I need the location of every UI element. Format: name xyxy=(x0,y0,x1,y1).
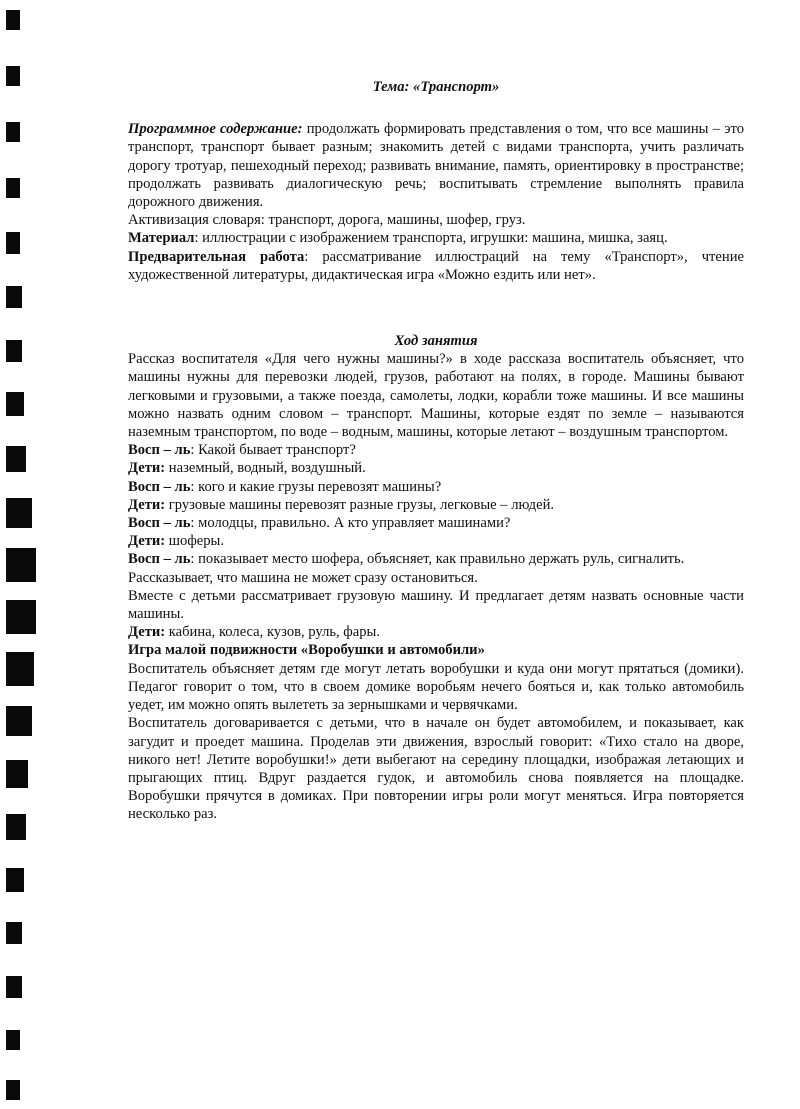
material-paragraph xyxy=(128,229,744,247)
story-paragraph: Рассказ воспитателя «Для чего нужны машины?» в ходе рассказа воспитатель объясняет, что машины нужны для перевозки людей, грузов, работают на полях, в городе. Машины бывают легковыми и грузовыми, а также поезда, самолеты, лодки, корабли тоже машины. И все машины можно назвать одним словом – транспорт. Машины, которые ездят по земле – называются наземным транспортом, по воде – водным, машины, которые летают – воздушным транспортом. xyxy=(128,351,744,441)
preparation-paragraph xyxy=(128,248,744,284)
binding-mark xyxy=(6,10,20,30)
dialogue-line xyxy=(128,478,744,496)
dialogue-text: : кого и какие грузы перевозят машины? xyxy=(190,478,442,495)
binding-mark xyxy=(6,498,32,528)
binding-mark xyxy=(6,66,20,86)
dialogue-line xyxy=(128,550,744,568)
speaker-label: Восп – ль xyxy=(128,442,191,459)
binding-mark xyxy=(6,340,22,362)
speaker-label: Дети: xyxy=(128,460,166,477)
speaker-label: Восп – ль xyxy=(128,478,191,495)
dialogue-line xyxy=(128,459,744,477)
binding-mark xyxy=(6,122,20,142)
binding-mark xyxy=(6,600,36,634)
binding-mark xyxy=(6,232,20,254)
material-text: : иллюстрации с изображением транспорта, игрушки: машина, мишка, заяц. xyxy=(194,230,668,247)
vocabulary-paragraph: Активизация словаря: транспорт, дорога, машины, шофер, груз. xyxy=(128,212,526,229)
binding-mark xyxy=(6,286,22,308)
document-title: Тема: «Транспорт» xyxy=(372,79,500,95)
binding-mark xyxy=(6,976,22,998)
binding-mark xyxy=(6,1080,20,1100)
document-page xyxy=(128,78,744,824)
dialogue-line xyxy=(128,441,744,459)
dialogue-text: : молодцы, правильно. А кто управляет машинами? xyxy=(190,515,511,532)
program-content-label: Программное содержание: xyxy=(128,121,303,138)
game-paragraph: Воспитатель объясняет детям где могут летать воробушки и куда они могут прятаться (домики). Педагог говорит о том, что в своем домике воробьям нечего бояться и, как только автомобиль уедет, им можно опять вылететь за зернышками и червячками. xyxy=(128,660,744,714)
kids-answer-paragraph xyxy=(128,623,744,641)
binding-mark xyxy=(6,922,22,944)
preparation-text: : рассматривание иллюстраций на тему «Транспорт», чтение художественной литературы, дидактическая игра «Можно ездить или нет». xyxy=(128,248,744,283)
dialogue-text: : Какой бывает транспорт? xyxy=(190,442,356,459)
preparation-label: Предварительная работа xyxy=(128,248,305,265)
binding-mark xyxy=(6,652,34,686)
speaker-label: Дети: xyxy=(128,624,166,641)
lesson-title: Ход занятия xyxy=(394,333,478,350)
binding-mark xyxy=(6,1030,20,1050)
binding-mark xyxy=(6,760,28,788)
speaker-label: Дети: xyxy=(128,496,166,513)
speaker-label: Дети: xyxy=(128,533,166,550)
explanation-paragraph: Рассказывает, что машина не может сразу остановиться. xyxy=(128,569,478,586)
dialogue-line xyxy=(128,496,744,514)
game-paragraph: Воспитатель договаривается с детьми, что в начале он будет автомобилем, и показывает, как загудит и проедет машина. Проделав эти движения, взрослый говорит: «Тихо стало на дворе, никого нет! Летите воробушки!» дети выбегают на середину площадки, изображая летающих и прыгающих птиц. Вдруг раздается гудок, и автомобиль снова появляется на площадке. Воробушки прячутся в домиках. При повторении игры роли могут меняться. Игра повторяется несколько раз. xyxy=(128,715,744,823)
binding-mark xyxy=(6,392,24,416)
program-content-paragraph xyxy=(128,120,744,211)
binding-mark xyxy=(6,868,24,892)
kids-answer-text: кабина, колеса, кузов, руль, фары. xyxy=(165,624,380,641)
binding-mark xyxy=(6,814,26,840)
dialogue-text: : показывает место шофера, объясняет, как правильно держать руль, сигналить. xyxy=(190,551,685,568)
binding-hole-marks xyxy=(0,0,40,1109)
speaker-label: Восп – ль xyxy=(128,515,191,532)
program-content-text: продолжать формировать представления о том, что все машины – это транспорт, транспорт бывает разным; знакомить детей с видами транспорта, учить различать дорогу тротуар, пешеходный переход; развивать внимание, память, ориентировку в пространстве; продолжать развивать диалогическую речь; воспитывать стремление выполнять правила дорожного движения. xyxy=(128,121,744,211)
dialogue-text: грузовые машины перевозят разные грузы, легковые – людей. xyxy=(165,496,555,513)
binding-mark xyxy=(6,548,36,582)
dialogue-text: наземный, водный, воздушный. xyxy=(165,460,366,477)
game-title: Игра малой подвижности «Воробушки и автомобили» xyxy=(128,642,485,659)
dialogue-text: шоферы. xyxy=(165,533,225,550)
speaker-label: Восп – ль xyxy=(128,551,191,568)
material-label: Материал xyxy=(128,230,195,247)
binding-mark xyxy=(6,178,20,198)
binding-mark xyxy=(6,446,26,472)
dialogue-line xyxy=(128,514,744,532)
dialogue-line xyxy=(128,532,744,550)
explanation-paragraph: Вместе с детьми рассматривает грузовую машину. И предлагает детям назвать основные части машины. xyxy=(128,587,744,623)
binding-mark xyxy=(6,706,32,736)
